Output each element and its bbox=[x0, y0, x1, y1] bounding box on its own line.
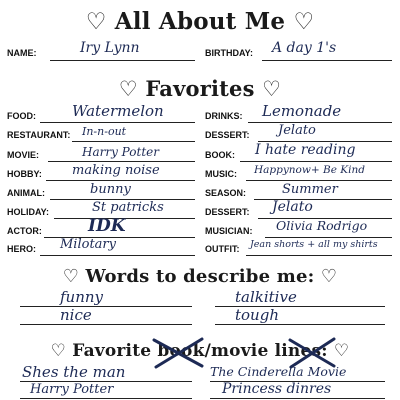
page-title-text: All About Me bbox=[114, 8, 286, 35]
words-line bbox=[20, 306, 192, 307]
favorite-value-restaurant: In-n-out bbox=[82, 125, 127, 138]
favorite-line bbox=[246, 180, 392, 181]
favorite-label-musician: MUSICIAN: bbox=[205, 226, 253, 236]
favorite-movie-entry: The Cinderella Movie bbox=[210, 364, 347, 379]
favorite-line bbox=[48, 161, 195, 162]
favorite-value-movie: Harry Potter bbox=[82, 145, 159, 159]
favorite-line bbox=[40, 255, 195, 256]
favorite-label-dessert: DESSERT: bbox=[205, 130, 250, 140]
heart-icon: ♡ bbox=[62, 266, 80, 287]
favorite-title-crossed-book: book bbox=[157, 341, 205, 361]
favorite-label-outfit: OUTFIT: bbox=[205, 244, 240, 254]
favorite-value-dessert: Jelato bbox=[278, 123, 316, 138]
favorite-label-drinks: DRINKS: bbox=[205, 111, 243, 121]
birthday-line bbox=[262, 60, 392, 61]
name-value: Iry Lynn bbox=[80, 40, 140, 56]
words-line bbox=[20, 324, 192, 325]
favorite-label-animal: ANIMAL: bbox=[7, 188, 45, 198]
favorites-line bbox=[20, 398, 192, 399]
favorite-value-season: Summer bbox=[282, 182, 338, 197]
favorite-label-hero: HERO: bbox=[7, 244, 36, 254]
favorite-label-music: MUSIC: bbox=[205, 169, 237, 179]
favorite-title-colon: : bbox=[321, 341, 328, 361]
favorites-title bbox=[0, 76, 400, 101]
birthday-value: A day 1's bbox=[272, 40, 337, 56]
heart-icon: ♡ bbox=[320, 266, 338, 287]
favorite-value-book: I hate reading bbox=[255, 142, 356, 158]
favorite-label-restaurant: RESTAURANT: bbox=[7, 130, 71, 140]
birthday-label: BIRTHDAY: bbox=[205, 48, 254, 58]
favorite-label-hobby: HOBBY: bbox=[7, 169, 42, 179]
favorite-label-season: SEASON: bbox=[205, 188, 247, 198]
words-title bbox=[0, 266, 400, 287]
favorite-value-food: Watermelon bbox=[72, 102, 164, 120]
favorites-title-text: Favorites bbox=[145, 76, 255, 101]
favorite-value-hobby: making noise bbox=[72, 163, 160, 178]
favorite-line bbox=[240, 161, 392, 162]
favorite-line bbox=[246, 255, 392, 256]
words-title-text: Words to describe me: bbox=[85, 266, 315, 287]
favorite-label-actor: ACTOR: bbox=[7, 226, 42, 236]
favorite-value-music: Happynow+ Be Kind bbox=[254, 164, 365, 176]
heart-icon: ♡ bbox=[333, 341, 350, 361]
favorite-value-musician: Olivia Rodrigo bbox=[276, 218, 368, 233]
heart-icon: ♡ bbox=[85, 9, 107, 35]
heart-icon: ♡ bbox=[262, 77, 282, 101]
describe-word: talkitive bbox=[235, 288, 297, 306]
heart-icon: ♡ bbox=[50, 341, 67, 361]
favorite-label-dessert: DESSERT: bbox=[205, 207, 250, 217]
favorite-value-dessert: Jelato bbox=[272, 199, 313, 215]
favorite-movie-entry: Shes the man bbox=[22, 363, 126, 381]
heart-icon: ♡ bbox=[293, 9, 315, 35]
describe-word: tough bbox=[235, 306, 279, 324]
favorite-line bbox=[265, 237, 392, 238]
favorite-movie-entry: Princess dinres bbox=[222, 381, 332, 397]
describe-word: nice bbox=[60, 306, 92, 324]
favorites-line bbox=[210, 398, 385, 399]
favorite-line bbox=[248, 122, 392, 123]
page-title bbox=[0, 8, 400, 35]
favorite-line bbox=[46, 180, 195, 181]
favorite-title-crossed-lines: lines bbox=[274, 341, 322, 361]
describe-word: funny bbox=[60, 288, 104, 306]
favorite-value-actor: IDK bbox=[88, 216, 126, 236]
favorite-value-drinks: Lemonade bbox=[262, 102, 342, 120]
favorite-movie-entry: Harry Potter bbox=[30, 382, 114, 397]
cross-out-mark bbox=[150, 336, 206, 370]
favorite-value-animal: bunny bbox=[90, 182, 131, 197]
name-line bbox=[50, 60, 195, 61]
favorite-title-movie: /movie bbox=[204, 341, 269, 361]
favorite-line bbox=[72, 141, 195, 142]
name-label: NAME: bbox=[7, 48, 37, 58]
heart-icon: ♡ bbox=[118, 77, 138, 101]
favorite-value-outfit: Jean shorts + all my shirts bbox=[250, 239, 378, 250]
favorite-label-movie: MOVIE: bbox=[7, 150, 40, 160]
favorite-value-holiday: St patricks bbox=[92, 200, 164, 215]
favorite-label-food: FOOD: bbox=[7, 111, 36, 121]
favorite-label-book: BOOK: bbox=[205, 150, 235, 160]
favorite-line bbox=[40, 122, 195, 123]
words-line bbox=[215, 324, 385, 325]
favorite-label-holiday: HOLIDAY: bbox=[7, 207, 50, 217]
favorite-title-word: Favorite bbox=[72, 341, 152, 361]
favorite-value-hero: Milotary bbox=[60, 237, 116, 252]
